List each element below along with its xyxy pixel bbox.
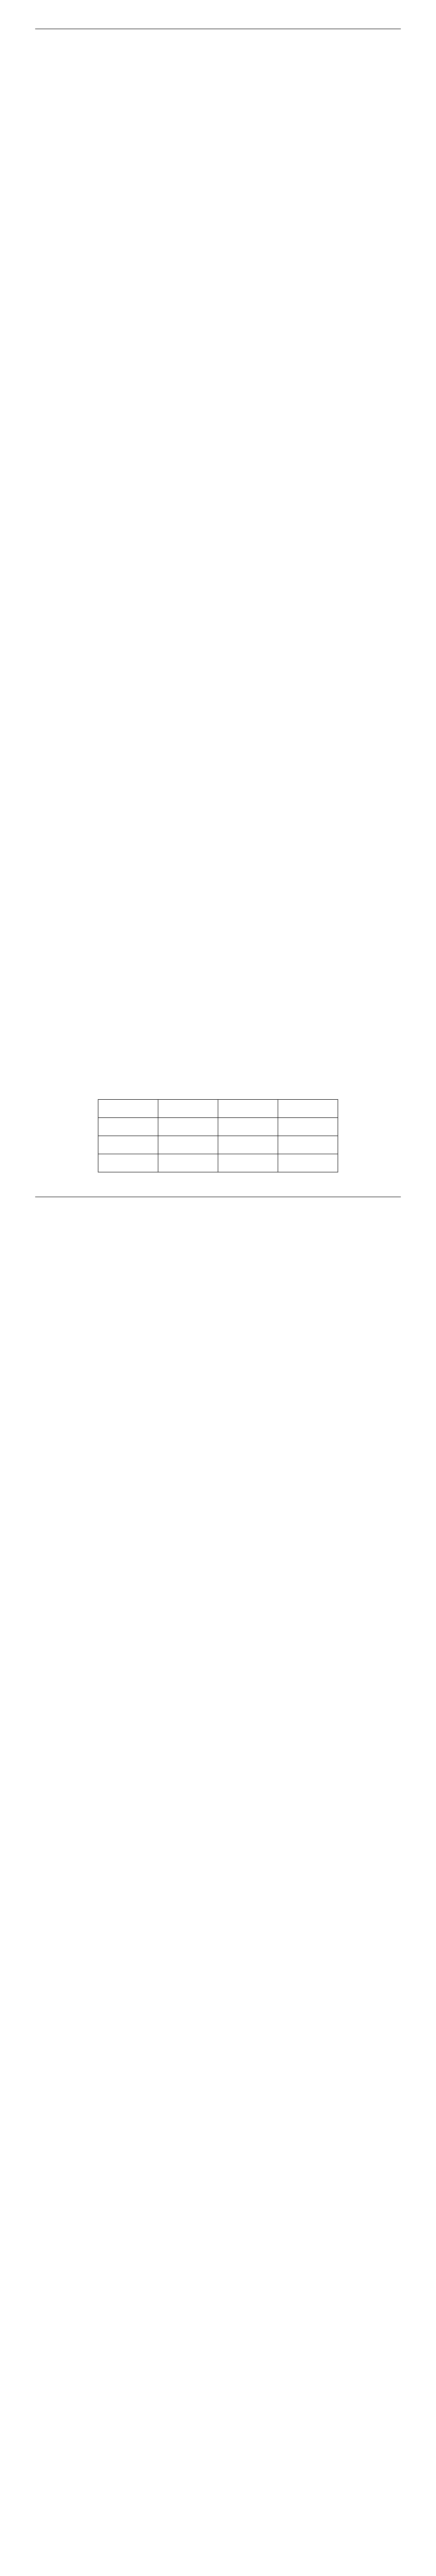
sections [35,43,401,1077]
section-heading [35,638,401,650]
table-header [98,1100,158,1118]
table-cell [158,1118,218,1136]
table-row [98,1118,338,1136]
paragraph [35,256,401,274]
list-text [66,326,401,344]
list-item [35,362,401,379]
paragraph [35,849,401,867]
paragraph [35,606,401,624]
list-number [35,379,66,397]
paragraph [35,309,401,326]
placeholder-line [35,711,401,728]
paragraph [35,1231,401,1249]
table-row-label [98,1154,158,1172]
section-heading [35,1022,401,1034]
list-item [35,379,401,397]
list-text [66,379,401,397]
section-heading [35,569,401,581]
finance-unit-label [35,1085,324,1096]
table-cell [218,1118,278,1136]
list-number [35,362,66,379]
paragraph [35,134,401,151]
table-cell [218,1154,278,1172]
table-header [278,1100,338,1118]
table-header [158,1100,218,1118]
paragraph [35,798,401,815]
list-text [66,362,401,379]
table-header [218,1100,278,1118]
paragraph [35,169,401,187]
list-text [66,344,401,362]
list-text [66,397,401,414]
paragraph [35,432,401,450]
paragraph [35,955,401,973]
paragraph [35,291,401,309]
section-heading [35,43,401,56]
list-item [35,414,401,432]
table-cell [218,1136,278,1154]
list-number [35,414,66,432]
paragraph [35,63,401,81]
table-cell [158,1154,218,1172]
table-cell [158,1136,218,1154]
paragraph [35,920,401,937]
list-number [35,397,66,414]
list-item [35,397,401,414]
paragraph [35,658,401,675]
paragraph [35,1042,401,1060]
list-number [35,344,66,362]
paragraph [35,937,401,955]
table-cell [278,1118,338,1136]
list-item [35,344,401,362]
list-number [35,326,66,344]
placeholder-line [35,746,401,763]
paragraph [35,973,401,990]
table-row-label [98,1118,158,1136]
table-row [98,1154,338,1172]
section-heading [35,1211,401,1224]
chapter-title [35,10,401,29]
paragraph [35,1060,401,1077]
paragraph [35,519,401,537]
paragraph [35,81,401,99]
paragraph [35,588,401,606]
paragraph [35,1249,401,1267]
paragraph [35,116,401,134]
paragraph [35,187,401,204]
placeholder-line [35,693,401,711]
table-cell [278,1154,338,1172]
section-heading [35,499,401,511]
section-heading [35,778,401,790]
finance-table [98,1099,338,1172]
table-row-label [98,1136,158,1154]
table-cell [278,1136,338,1154]
paragraph [35,151,401,169]
paragraph [35,675,401,693]
paragraph [35,450,401,467]
list-item [35,326,401,344]
paragraph [35,537,401,554]
paragraph [35,990,401,1008]
paragraph [35,274,401,291]
chapter-title [35,1178,401,1197]
section-heading [35,219,401,231]
paragraph [35,902,401,920]
placeholder-line [35,728,401,746]
paragraph [35,885,401,902]
paragraph [35,238,401,256]
section-heading [35,829,401,842]
paragraph [35,99,401,116]
table-row [98,1136,338,1154]
paragraph [35,467,401,485]
list-text [66,414,401,432]
paragraph [35,867,401,885]
